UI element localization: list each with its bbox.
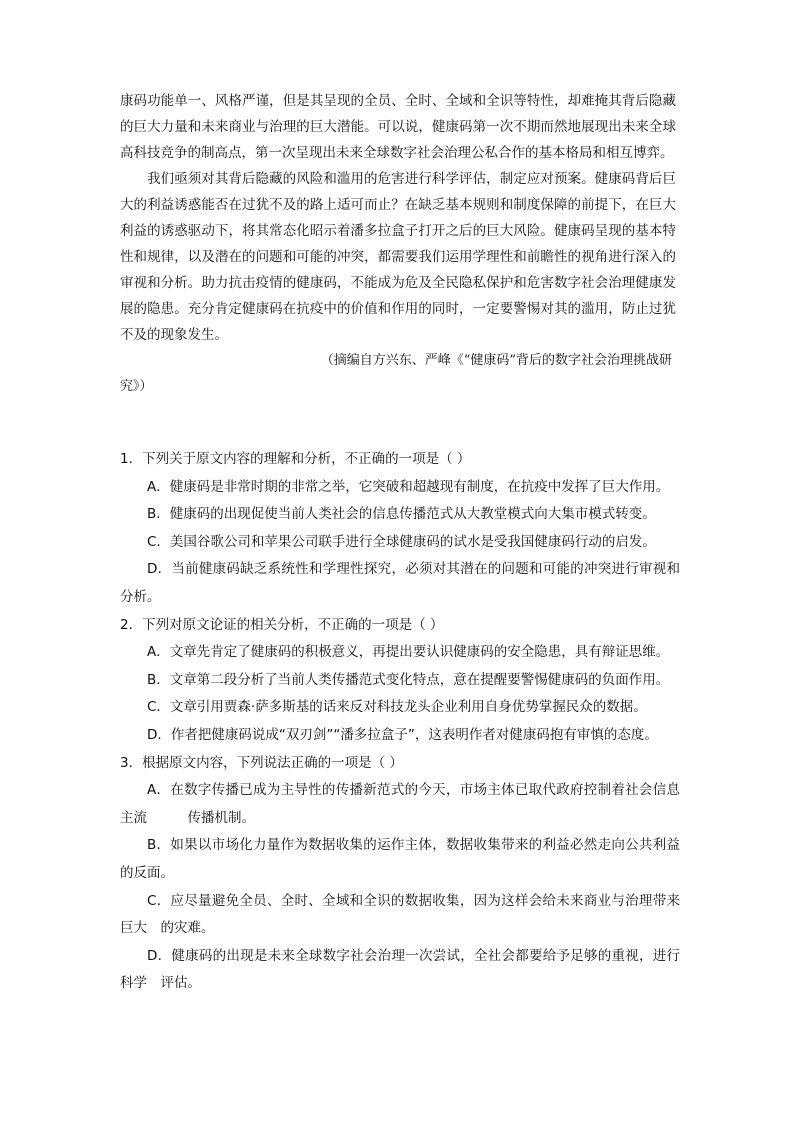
- question-stem: 1．下列关于原文内容的理解和分析，不正确的一项是（ ）: [120, 451, 471, 467]
- option-c: C．应尽量避免全员、全时、全域和全识的数据收集，因为这样会给未来商业与治理带来巨大 的灾难。: [120, 892, 680, 937]
- option-c: C．文章引用贾森·萨多斯基的话来反对科技龙头企业利用自身优势掌握民众的数据。: [147, 699, 647, 716]
- option-d: D．健康码的出现是未来全球数字社会治理一次尝试，全社会都要给予足够的重视，进行科学 评估。: [120, 947, 680, 992]
- passage-paragraph-1: 康码功能单一、风格严谨，但是其呈现的全员、全时、全域和全识等特性，却难掩其背后隐藏的巨大力量和未来商业与治理的巨大潜能。可以说，健康码第一次不期而然地展现出未来全球高科技竞争的制高点，第一次呈现出未来全球数字社会治理公私合作的基本格局和相互博弈。: [120, 93, 676, 161]
- question-2: [120, 612, 680, 750]
- question-list: [120, 446, 680, 998]
- option-b: B．如果以市场化力量作为数据收集的运作主体，数据收集带来的利益必然走向公共利益的反面。: [120, 837, 680, 881]
- question-1: [120, 446, 680, 612]
- option-b: B．文章第二段分析了当前人类传播范式变化特点，意在提醒要警惕健康码的负面作用。: [147, 671, 670, 688]
- option-a: A．健康码是非常时期的非常之举，它突破和超越现有制度，在抗疫中发挥了巨大作用。: [147, 478, 670, 495]
- option-a: A．文章先肯定了健康码的积极意义，再提出要认识健康码的安全隐患，具有辩证思维。: [147, 644, 670, 661]
- option-d: D．当前健康码缺乏系统性和学理性探究，必须对其潜在的问题和可能的冲突进行审视和分析。: [120, 561, 680, 605]
- question-3: [120, 750, 680, 998]
- reading-passage: [120, 88, 676, 400]
- option-c: C．美国谷歌公司和苹果公司联手进行全球健康码的试水是受我国健康码行动的启发。: [147, 533, 656, 550]
- question-stem: 2．下列对原文论证的相关分析，不正确的一项是（ ）: [120, 616, 444, 633]
- option-d: D．作者把健康码说成“双刃剑”“潘多拉盒子”，这表明作者对健康码抱有审慎的态度。: [147, 726, 658, 743]
- option-a: A．在数字传播已成为主导性的传播新范式的今天，市场主体已取代政府控制着社会信息主流 传播机制。: [120, 782, 680, 826]
- option-b: B．健康码的出现促使当前人类社会的信息传播范式从大教堂模式向大集市模式转变。: [147, 506, 656, 523]
- question-stem: 3．根据原文内容，下列说法正确的一项是（ ）: [120, 754, 403, 771]
- source-line-2: 究》）: [120, 379, 153, 394]
- source-line-1: （摘编自方兴东、严峰《“健康码”背后的数字社会治理挑战研: [320, 353, 672, 368]
- passage-source-citation: [120, 348, 676, 400]
- passage-paragraph-2: 我们亟须对其背后隐藏的风险和滥用的危害进行科学评估，制定应对预案。健康码背后巨大的利益诱惑能否在过犹不及的路上适可而止？在缺乏基本规则和制度保障的前提下，在巨大利益的诱惑驱动下，将其常态化昭示着潘多拉盒子打开之后的巨大风险。健康码呈现的基本特性和规律，以及潜在的问题和可能的冲突，都需要我们运用学理性和前瞻性的视角进行深入的审视和分析。助力抗击疫情的健康码，不能成为危及全民隐私保护和危害数字社会治理健康发展的隐患。充分肯定健康码在抗疫中的价值和作用的同时，一定要警惕对其的滥用，防止过犹不及的现象发生。: [120, 171, 676, 343]
